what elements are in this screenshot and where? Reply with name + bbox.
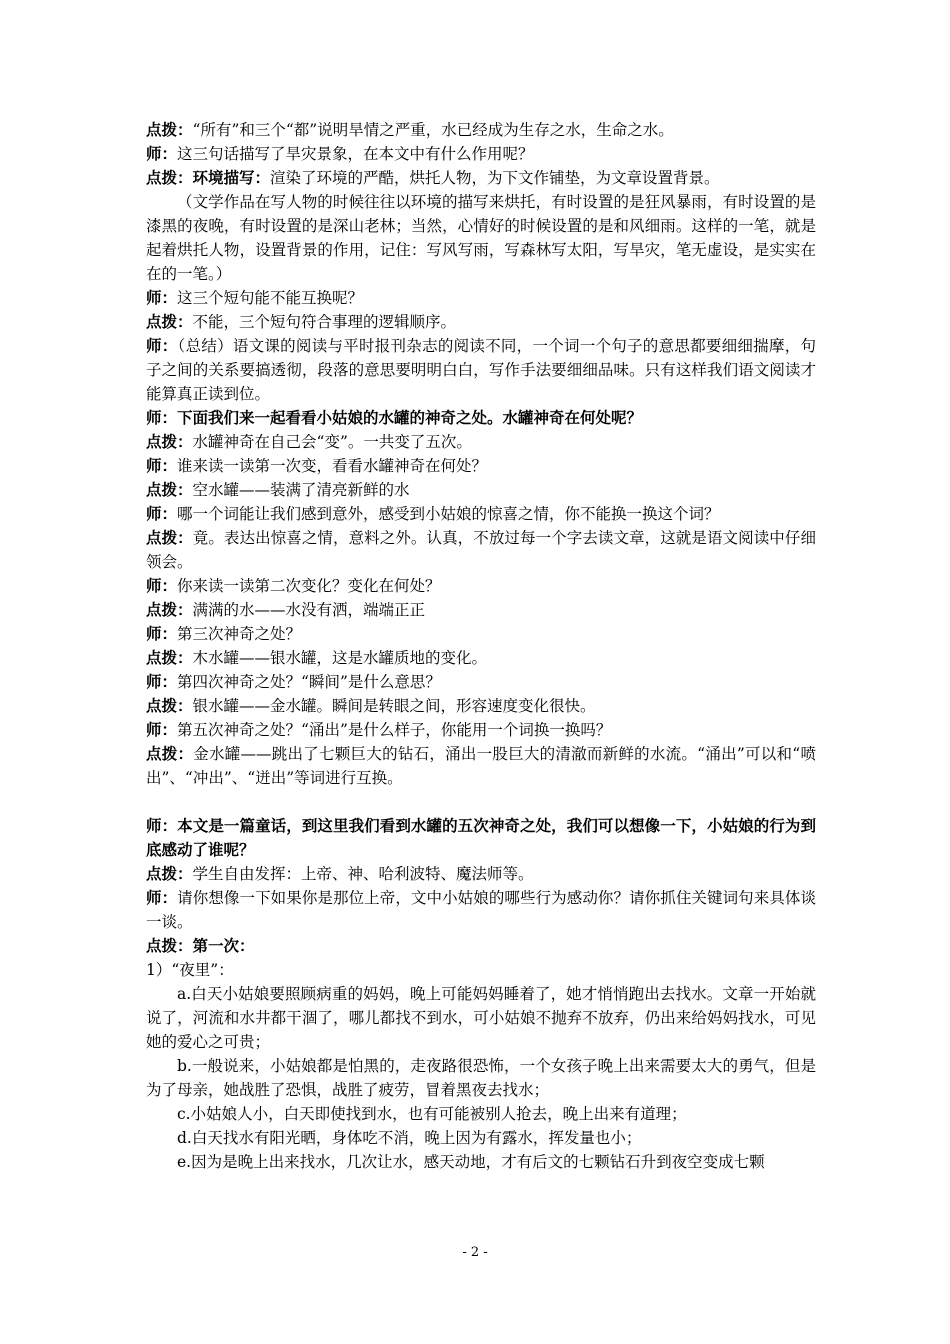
paragraph-text: 金水罐——跳出了七颗巨大的钻石，涌出一股巨大的清澈而新鲜的水流。“涌出”可以和“喷出”、“冲出”、“迸出”等词进行互换。 <box>146 745 816 787</box>
speaker-label: 点拨： <box>146 648 193 667</box>
indented-paragraph: d.白天找水有阳光晒，身体吃不消，晚上因为有露水，挥发量也小； <box>177 1129 642 1147</box>
paragraph-text: 木水罐——银水罐，这是水罐质地的变化。 <box>192 649 488 667</box>
speaker-label: 师： <box>146 144 178 163</box>
speaker-label: 点拨： <box>146 528 193 547</box>
speaker-label: 师： <box>146 288 178 307</box>
paragraph-text: 竟。表达出惊喜之情，意料之外。认真，不放过每一个字去读文章，这就是语文阅读中仔细领会。 <box>146 529 816 571</box>
speaker-label: 点拨： <box>146 480 193 499</box>
dialog-paragraph <box>146 718 816 742</box>
paragraph-text: （总结）语文课的阅读与平时报刊杂志的阅读不同，一个词一个句子的意思都要细细揣摩，句子之间的关系要搞透彻，段落的意思要明明白白，写作手法要细细品味。只有这样我们语文阅读才能算真正读到位。 <box>146 337 816 403</box>
dialog-paragraph <box>146 118 816 142</box>
dialog-paragraph <box>146 622 816 646</box>
paragraph-text: 这三句话描写了旱灾景象，在本文中有什么作用呢？ <box>177 145 534 163</box>
paragraph-text: 空水罐——装满了清亮新鲜的水 <box>192 481 410 499</box>
bold-question: 师：本文是一篇童话，到这里我们看到水罐的五次神奇之处，我们可以想像一下，小姑娘的行为到底感动了谁呢？ <box>146 816 816 859</box>
dialog-paragraph <box>146 502 816 526</box>
speaker-label: 师： <box>146 336 178 355</box>
paragraph-text: 你来读一读第二次变化？变化在何处？ <box>177 577 441 595</box>
speaker-label: 点拨：环境描写： <box>146 168 271 187</box>
dialog-paragraph <box>146 478 816 502</box>
speaker-label: 师： <box>146 504 178 523</box>
dialog-paragraph <box>146 646 816 670</box>
dialog-paragraph <box>146 310 816 334</box>
speaker-label: 师： <box>146 672 178 691</box>
dialog-paragraph <box>146 862 816 886</box>
paragraph-text: 这三个短句能不能互换呢？ <box>177 289 364 307</box>
document-body <box>146 118 816 1174</box>
dialog-paragraph <box>146 430 816 454</box>
dialog-paragraph <box>146 526 816 574</box>
paragraph-text: 不能，三个短句符合事理的逻辑顺序。 <box>192 313 457 331</box>
paragraph-text: 第四次神奇之处？“瞬间”是什么意思？ <box>177 673 441 691</box>
speaker-label: 点拨： <box>146 600 193 619</box>
speaker-label: 点拨： <box>146 120 193 139</box>
dialog-paragraph <box>146 454 816 478</box>
dialog-paragraph <box>146 886 816 934</box>
paragraph-text: 水罐神奇在自己会“变”。一共变了五次。 <box>192 433 472 451</box>
speaker-label: 点拨： <box>146 744 194 763</box>
paragraph-text: “所有”和三个“都”说明旱情之严重，水已经成为生存之水，生命之水。 <box>192 121 674 139</box>
blank-line <box>146 790 816 814</box>
indented-paragraph: a.白天小姑娘要照顾病重的妈妈，晚上可能妈妈睡着了，她才悄悄跑出去找水。文章一开始就说了，河流和水井都干涸了，哪儿都找不到水，可小姑娘不抛弃不放弃，仍出来给妈妈找水，可见她的爱心之可贵； <box>146 985 816 1051</box>
dialog-paragraph <box>146 142 816 166</box>
dialog-paragraph <box>146 742 816 790</box>
paragraph-text: 第三次神奇之处？ <box>177 625 302 643</box>
paragraph-text: 满满的水——水没有洒，端端正正 <box>192 601 426 619</box>
paragraph-text: 渲染了环境的严酷，烘托人物，为下文作铺垫，为文章设置背景。 <box>270 169 720 187</box>
paragraph-text: 哪一个词能让我们感到意外，感受到小姑娘的惊喜之情，你不能换一换这个词？ <box>177 505 720 523</box>
page-number: - 2 - <box>462 1245 488 1260</box>
speaker-label: 点拨： <box>146 696 193 715</box>
dialog-paragraph <box>146 166 816 190</box>
dialog-paragraph <box>146 598 816 622</box>
paragraph-text: 谁来读一读第一次变，看看水罐神奇在何处？ <box>177 457 488 475</box>
speaker-label: 点拨： <box>146 312 193 331</box>
indented-paragraph: c.小姑娘人小，白天即使找到水，也有可能被别人抢去，晚上出来有道理； <box>177 1105 687 1123</box>
plain-paragraph: 1）“夜里”： <box>146 961 234 979</box>
dialog-paragraph <box>146 334 816 406</box>
speaker-label: 点拨： <box>146 432 193 451</box>
paragraph-text: 银水罐——金水罐。瞬间是转眼之间，形容速度变化很快。 <box>192 697 596 715</box>
speaker-label: 师： <box>146 624 178 643</box>
speaker-label: 师： <box>146 720 178 739</box>
paragraph-text: 学生自由发挥：上帝、神、哈利波特、魔法师等。 <box>192 865 534 883</box>
indented-paragraph: b.一般说来，小姑娘都是怕黑的，走夜路很恐怖，一个女孩子晚上出来需要太大的勇气，但是为了母亲，她战胜了恐惧，战胜了疲劳，冒着黑夜去找水； <box>146 1057 816 1099</box>
speaker-label: 师： <box>146 888 178 907</box>
dialog-paragraph <box>146 286 816 310</box>
dialog-paragraph <box>146 574 816 598</box>
speaker-label: 师： <box>146 576 178 595</box>
paragraph-text: 第五次神奇之处？“涌出”是什么样子，你能用一个词换一换吗？ <box>177 721 612 739</box>
speaker-label: 师： <box>146 456 178 475</box>
dialog-paragraph <box>146 670 816 694</box>
paragraph-text: 请你想像一下如果你是那位上帝，文中小姑娘的哪些行为感动你？请你抓住关键词句来具体谈一谈。 <box>146 889 816 931</box>
indented-paragraph: e.因为是晚上出来找水，几次让水，感天动地，才有后文的七颗钻石升到夜空变成七颗 <box>177 1153 765 1171</box>
speaker-label: 点拨： <box>146 864 193 883</box>
dialog-paragraph <box>146 694 816 718</box>
bold-question: 师：下面我们来一起看看小姑娘的水罐的神奇之处。水罐神奇在何处呢？ <box>146 408 643 427</box>
indented-paragraph: （文学作品在写人物的时候往往以环境的描写来烘托，有时设置的是狂风暴雨，有时设置的是漆黑的夜晚，有时设置的是深山老林；当然，心情好的时候设置的是和风细雨。这样的一笔，就是起着烘托人物，设置背景的作用，记住：写风写雨，写森林写太阳，写旱灾，笔无虚设，是实实在在的一笔。） <box>146 193 816 283</box>
bold-question: 点拨：第一次： <box>146 936 255 955</box>
